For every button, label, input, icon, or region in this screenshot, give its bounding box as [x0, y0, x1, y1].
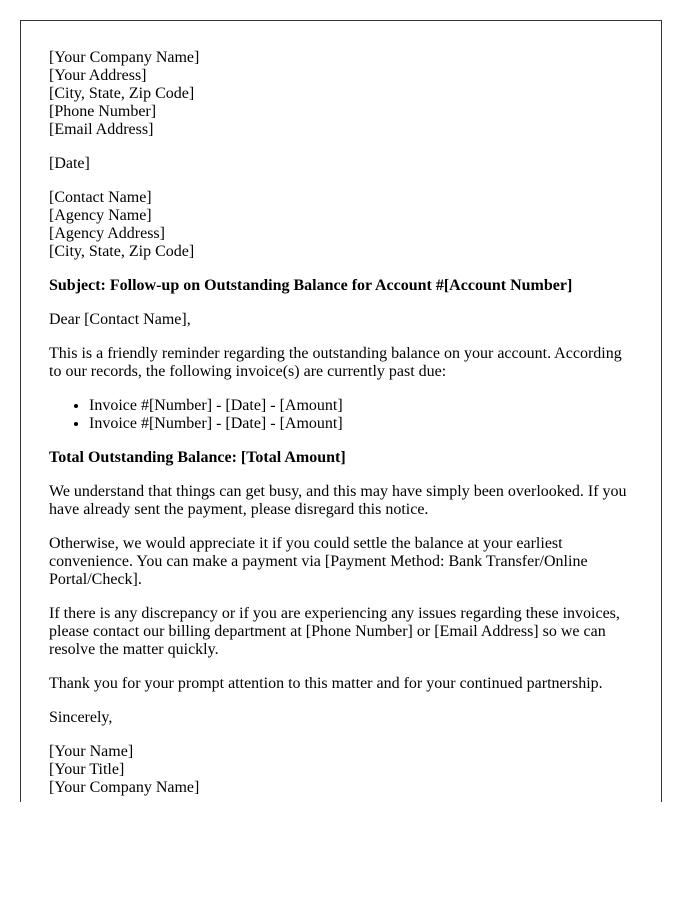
letter: [20, 20, 662, 802]
closing: Sincerely,: [49, 709, 113, 726]
signature-title: [Your Title]: [49, 761, 125, 778]
sender-company: [Your Company Name]: [49, 49, 200, 66]
recipient-address: [Agency Address]: [49, 225, 165, 242]
signature-name: [Your Name]: [49, 743, 134, 760]
sender-email: [Email Address]: [49, 121, 154, 138]
invoice-item: • Invoice #[Number] - [Date] - [Amount]: [89, 397, 633, 415]
sender-address: [Your Address]: [49, 67, 147, 84]
recipient-city: [City, State, Zip Code]: [49, 243, 195, 260]
total-balance: Total Outstanding Balance: [Total Amount]: [49, 449, 346, 466]
recipient-agency: [Agency Name]: [49, 207, 152, 224]
invoice-list: [49, 397, 633, 433]
paragraph-thanks: Thank you for your prompt attention to this matter and for your continued partnership.: [49, 675, 603, 692]
recipient-contact: [Contact Name]: [49, 189, 152, 206]
recipient-block: [49, 189, 633, 261]
paragraph-discrepancy: If there is any discrepancy or if you are experiencing any issues regarding these invoices, please contact our billing department at [Phone Number] or [Email Address] so we can resolve the matter quickly.: [49, 605, 620, 658]
signature-company: [Your Company Name]: [49, 779, 200, 796]
signature-block: [49, 743, 633, 797]
subject: Subject: Follow-up on Outstanding Balance for Account #[Account Number]: [49, 277, 573, 294]
sender-phone: [Phone Number]: [49, 103, 157, 120]
invoice-item: • Invoice #[Number] - [Date] - [Amount]: [89, 415, 633, 433]
paragraph-overlooked: We understand that things can get busy, and this may have simply been overlooked. If you have already sent the payment, please disregard this notice.: [49, 483, 627, 518]
intro-paragraph: This is a friendly reminder regarding the outstanding balance on your account. According to our records, the following invoice(s) are currently past due:: [49, 345, 622, 380]
paragraph-payment: Otherwise, we would appreciate it if you could settle the balance at your earliest convenience. You can make a payment via [Payment Method: Bank Transfer/Online Portal/Check].: [49, 535, 588, 588]
sender-city: [City, State, Zip Code]: [49, 85, 195, 102]
sender-block: [49, 49, 633, 139]
date: [Date]: [49, 155, 90, 172]
salutation: Dear [Contact Name],: [49, 311, 191, 328]
